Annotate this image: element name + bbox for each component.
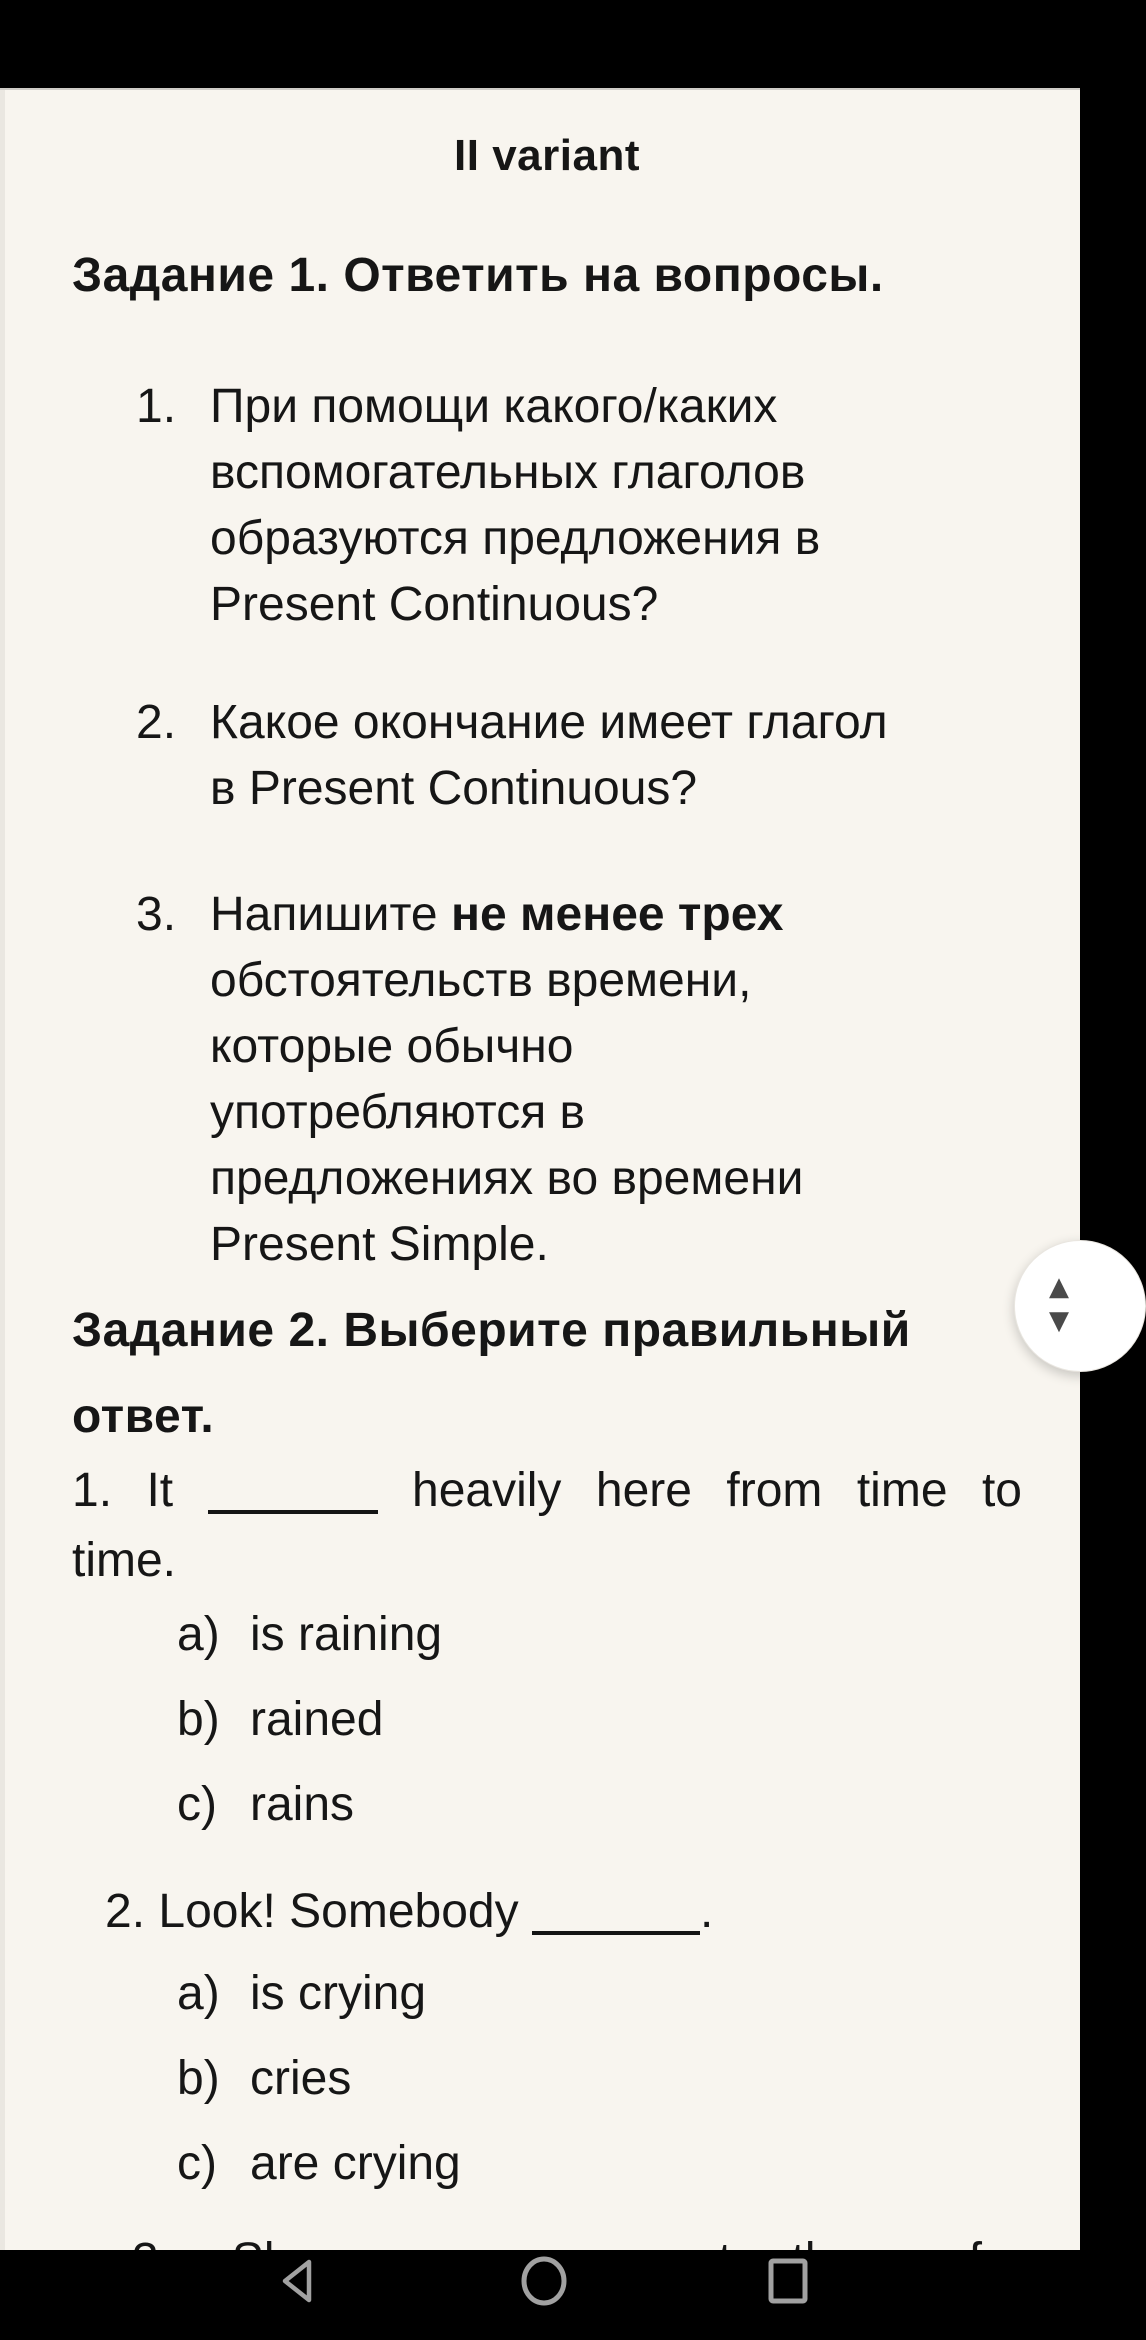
task2-questions bbox=[72, 1456, 1022, 2296]
list-number: 3. bbox=[136, 888, 177, 941]
home-icon[interactable] bbox=[520, 2257, 568, 2305]
choice-label: b) bbox=[177, 2052, 220, 2105]
choice-text: cries bbox=[250, 2052, 352, 2105]
text-segment: Present Simple. bbox=[210, 1218, 549, 1271]
scroll-handle[interactable] bbox=[1014, 1240, 1146, 1372]
text-line bbox=[210, 1146, 1022, 1212]
task2-heading-line: Задание 2. Выберите правильный bbox=[72, 1304, 911, 1357]
text-line bbox=[210, 882, 1022, 948]
text-segment: образуются предложения в bbox=[210, 512, 821, 565]
text-segment: to bbox=[981, 1464, 1022, 1517]
text-line bbox=[210, 690, 1022, 756]
text-segment: 1. It bbox=[72, 1464, 174, 1517]
answer-blank bbox=[208, 1474, 378, 1514]
task1-item bbox=[72, 882, 1022, 1278]
choice-item bbox=[72, 2135, 1022, 2220]
text-line bbox=[210, 1080, 1022, 1146]
question-line bbox=[105, 1877, 1022, 1947]
answer-blank bbox=[532, 1895, 700, 1935]
text-segment: here bbox=[595, 1464, 692, 1517]
text-segment: Напишите bbox=[210, 888, 451, 941]
text-segment: Какое окончание имеет глагол bbox=[210, 696, 888, 749]
back-icon[interactable] bbox=[276, 2257, 324, 2305]
document-title: II variant bbox=[454, 131, 640, 180]
choice-label: b) bbox=[177, 1693, 220, 1746]
text-segment: time bbox=[856, 1464, 948, 1517]
text-line bbox=[210, 572, 1022, 638]
choice-text: is crying bbox=[250, 1967, 427, 2020]
text-line bbox=[210, 948, 1022, 1014]
scroll-down-icon[interactable]: ▼ bbox=[1049, 1306, 1069, 1336]
choice-item bbox=[72, 1965, 1022, 2050]
scroll-up-icon[interactable]: ▲ bbox=[1049, 1272, 1069, 1302]
list-number: 2. bbox=[136, 696, 177, 749]
task1-list bbox=[72, 374, 1022, 1278]
question bbox=[72, 1456, 1022, 1596]
document-page[interactable] bbox=[0, 90, 1080, 2250]
choice-text: are crying bbox=[250, 2137, 461, 2190]
text-line bbox=[210, 506, 1022, 572]
choice-item bbox=[72, 1776, 1022, 1861]
text-segment: from bbox=[726, 1464, 823, 1517]
choice-item bbox=[72, 1691, 1022, 1776]
task1-item bbox=[72, 690, 1022, 822]
text-segment: heavily bbox=[412, 1464, 562, 1517]
text-line bbox=[210, 1212, 1022, 1278]
choice-item bbox=[72, 2050, 1022, 2135]
choice-text: rained bbox=[250, 1693, 384, 1746]
question-block bbox=[72, 1877, 1022, 2220]
choice-text: rains bbox=[250, 1778, 355, 1831]
question-line bbox=[72, 1456, 1022, 1526]
text-segment: Present Continuous? bbox=[210, 578, 659, 631]
task1-heading: Задание 1. Ответить на вопросы. bbox=[72, 249, 884, 302]
question-line bbox=[72, 1526, 1022, 1596]
choice-label: c) bbox=[177, 2137, 217, 2190]
choice-label: a) bbox=[177, 1967, 220, 2020]
text-line bbox=[210, 1014, 1022, 1080]
task2-heading-line: ответ. bbox=[72, 1390, 215, 1443]
text-segment: . bbox=[699, 1885, 714, 1938]
question bbox=[72, 1877, 1022, 1947]
choices-list bbox=[72, 1606, 1022, 1861]
text-line bbox=[210, 756, 1022, 822]
choice-label: a) bbox=[177, 1608, 220, 1661]
question-block bbox=[72, 1456, 1022, 1861]
choice-text: is raining bbox=[250, 1608, 443, 1661]
choices-list bbox=[72, 1965, 1022, 2220]
bold-text: не менее трех bbox=[450, 888, 784, 941]
recents-icon[interactable] bbox=[764, 2257, 812, 2305]
task2-heading bbox=[72, 1288, 1022, 1460]
choice-label: c) bbox=[177, 1778, 217, 1831]
choice-item bbox=[72, 1606, 1022, 1691]
list-item-text bbox=[210, 882, 1022, 1278]
text-segment: предложениях во времени bbox=[210, 1152, 804, 1205]
text-line bbox=[210, 374, 1022, 440]
text-segment: которые обычно bbox=[210, 1020, 574, 1073]
text-segment: 2. Look! Somebody bbox=[105, 1885, 532, 1938]
text-line bbox=[210, 440, 1022, 506]
list-number: 1. bbox=[136, 380, 177, 433]
text-segment: употребляются в bbox=[210, 1086, 586, 1139]
status-bar bbox=[0, 0, 1080, 90]
navigation-bar bbox=[0, 2250, 1080, 2340]
scroll-arrows bbox=[1041, 1274, 1077, 1334]
text-segment: time. bbox=[72, 1534, 177, 1587]
list-item-text bbox=[210, 374, 1022, 638]
text-segment: обстоятельств времени, bbox=[210, 954, 752, 1007]
text-segment: в Present Continuous? bbox=[210, 762, 698, 815]
text-segment: вспомогательных глаголов bbox=[210, 446, 806, 499]
task1-item bbox=[72, 374, 1022, 638]
text-segment: При помощи какого/каких bbox=[210, 380, 778, 433]
list-item-text bbox=[210, 690, 1022, 822]
